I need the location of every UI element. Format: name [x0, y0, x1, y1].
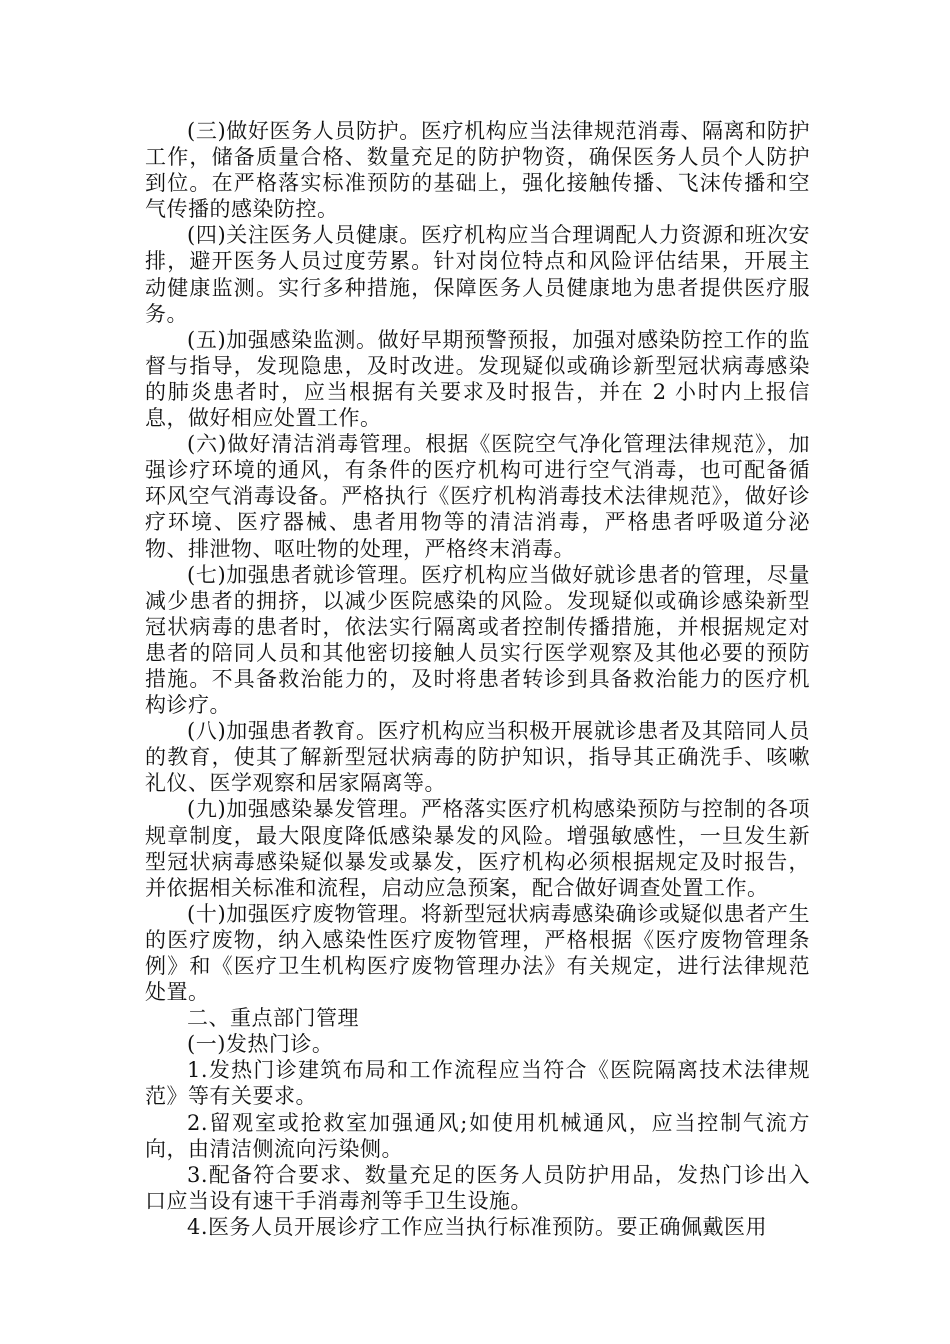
document-body — [145, 118, 810, 1240]
list-item-1: 1.发热门诊建筑布局和工作流程应当符合《医院隔离技术法律规范》等有关要求。 — [145, 1058, 810, 1109]
list-item-4: 4.医务人员开展诊疗工作应当执行标准预防。要正确佩戴医用 — [187, 1214, 768, 1239]
paragraph-health: (四)关注医务人员健康。医疗机构应当合理调配人力资源和班次安排，避开医务人员过度劳累。针对岗位特点和风险评估结果，开展主动健康监测。实行多种措施，保障医务人员健康地为患者提供医疗服务。 — [145, 223, 810, 326]
paragraph-patient-education: (八)加强患者教育。医疗机构应当积极开展就诊患者及其陪同人员的教育，使其了解新型冠状病毒的防护知识，指导其正确洗手、咳嗽礼仪、医学观察和居家隔离等。 — [145, 719, 810, 796]
list-item-2: 2.留观室或抢救室加强通风;如使用机械通风，应当控制气流方向，由清洁侧流向污染侧。 — [145, 1110, 810, 1161]
paragraph-medical-waste: (十)加强医疗废物管理。将新型冠状病毒感染确诊或疑似患者产生的医疗废物，纳入感染性医疗废物管理，严格根据《医疗废物管理条例》和《医疗卫生机构医疗废物管理办法》有关规定，进行法律规范处置。 — [145, 901, 810, 1005]
subsection-heading: (一)发热门诊。 — [187, 1032, 334, 1057]
paragraph-disinfection: (六)做好清洁消毒管理。根据《医院空气净化管理法律规范》，加强诊疗环境的通风，有条件的医疗机构可进行空气消毒，也可配备循环风空气消毒设备。严格执行《医疗机构消毒技术法律规范》，做好诊疗环境、医疗器械、患者用物等的清洁消毒，严格患者呼吸道分泌物、排泄物、呕吐物的处理，严格终末消毒。 — [145, 432, 810, 561]
paragraph-patient-management: (七)加强患者就诊管理。医疗机构应当做好就诊患者的管理，尽量减少患者的拥挤，以减少医院感染的风险。发现疑似或确诊感染新型冠状病毒的患者时，依法实行隔离或者控制传播措施，并根据规定对患者的陪同人员和其他密切接触人员实行医学观察及其他必要的预防措施。不具备救治能力的，及时将患者转诊到具备救治能力的医疗机构诊疗。 — [145, 562, 810, 718]
paragraph-monitoring: (五)加强感染监测。做好早期预警预报，加强对感染防控工作的监督与指导，发现隐患，及时改进。发现疑似或确诊新型冠状病毒感染的肺炎患者时，应当根据有关要求及时报告，并在 2 小时内上报信息，做好相应处置工作。 — [145, 327, 810, 431]
paragraph-outbreak: (九)加强感染暴发管理。严格落实医疗机构感染预防与控制的各项规章制度，最大限度降低感染暴发的风险。增强敏感性，一旦发生新型冠状病毒感染疑似暴发或暴发，医疗机构必须根据规定及时报告，并依据相关标准和流程，启动应急预案，配合做好调查处置工作。 — [145, 797, 810, 900]
list-item-3: 3.配备符合要求、数量充足的医务人员防护用品，发热门诊出入口应当设有速干手消毒剂等手卫生设施。 — [145, 1162, 810, 1213]
paragraph-protection: (三)做好医务人员防护。医疗机构应当法律规范消毒、隔离和防护工作，储备质量合格、数量充足的防护物资，确保医务人员个人防护到位。在严格落实标准预防的基础上，强化接触传播、飞沫传播和空气传播的感染防控。 — [145, 119, 810, 222]
section-heading: 二、重点部门管理 — [187, 1006, 359, 1031]
